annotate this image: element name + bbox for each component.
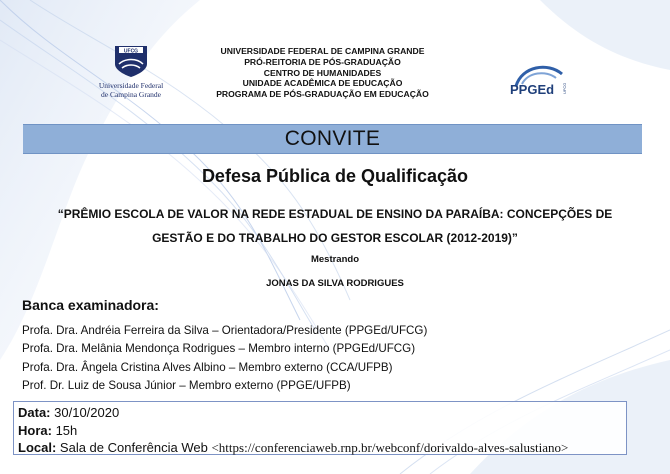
ppged-logo-small-text: UFCG bbox=[562, 82, 567, 94]
ufcg-shield-icon bbox=[113, 44, 149, 78]
student-role-label: Mestrando bbox=[310, 254, 360, 265]
institution-line: UNIDADE ACADÊMICA DE EDUCAÇÃO bbox=[242, 78, 403, 89]
date-row bbox=[18, 404, 622, 422]
location-value: Sala de Conferência Web bbox=[59, 440, 208, 455]
ufcg-logo-text: UFCG bbox=[123, 48, 139, 55]
location-label: Local: bbox=[18, 440, 57, 455]
ufcg-caption-line2: de Campina Grande bbox=[101, 90, 161, 99]
institution-line: PRÓ-REITORIA DE PÓS-GRADUAÇÃO bbox=[244, 56, 401, 67]
convite-title: CONVITE bbox=[284, 127, 381, 150]
committee-list bbox=[22, 322, 427, 396]
ufcg-logo bbox=[96, 44, 166, 104]
location-row bbox=[18, 439, 622, 457]
ufcg-caption-line1: Universidade Federal bbox=[98, 81, 164, 90]
thesis-title-line2: GESTÃO E DO TRABALHO DO GESTOR ESCOLAR (2012-2019)” bbox=[152, 231, 518, 245]
event-details-box bbox=[13, 401, 627, 455]
institution-line: CENTRO DE HUMANIDADES bbox=[263, 67, 382, 78]
committee-heading: Banca examinadora: bbox=[22, 297, 159, 313]
ppged-logo bbox=[508, 60, 572, 100]
committee-member: Profa. Dra. Andréia Ferreira da Silva – Orientadora/Presidente (PPGEd/UFCG) bbox=[22, 324, 428, 337]
committee-member: Profa. Dra. Melânia Mendonça Rodrigues – Membro interno (PPGEd/UFCG) bbox=[22, 342, 416, 356]
student-name: JONAS DA SILVA RODRIGUES bbox=[266, 278, 404, 289]
ppged-logo-text: PPGEd bbox=[510, 82, 555, 97]
date-label: Data: bbox=[18, 405, 51, 420]
committee-member: Prof. Dr. Luiz de Sousa Júnior – Membro externo (PPGE/UFPB) bbox=[22, 379, 351, 393]
date-value: 30/10/2020 bbox=[54, 405, 120, 420]
committee-member: Profa. Dra. Ângela Cristina Alves Albino – Membro externo (CCA/UFPB) bbox=[22, 360, 393, 374]
institution-header bbox=[190, 46, 455, 100]
thesis-title bbox=[30, 202, 640, 250]
event-title: Defesa Pública de Qualificação bbox=[201, 166, 469, 186]
thesis-title-line1: “PRÊMIO ESCOLA DE VALOR NA REDE ESTADUAL DE ENSINO DA PARAÍBA: CONCEPÇÕES DE bbox=[57, 207, 613, 221]
institution-line: UNIVERSIDADE FEDERAL DE CAMPINA GRANDE bbox=[220, 46, 425, 56]
convite-banner bbox=[23, 124, 642, 154]
conference-link[interactable]: <https://conferenciaweb.rnp.br/webconf/dorivaldo-alves-salustiano> bbox=[211, 440, 569, 455]
time-label: Hora: bbox=[18, 422, 52, 438]
time-row bbox=[18, 422, 622, 440]
time-value: 15h bbox=[55, 422, 78, 438]
institution-line: PROGRAMA DE PÓS-GRADUAÇÃO EM EDUCAÇÃO bbox=[216, 89, 429, 100]
